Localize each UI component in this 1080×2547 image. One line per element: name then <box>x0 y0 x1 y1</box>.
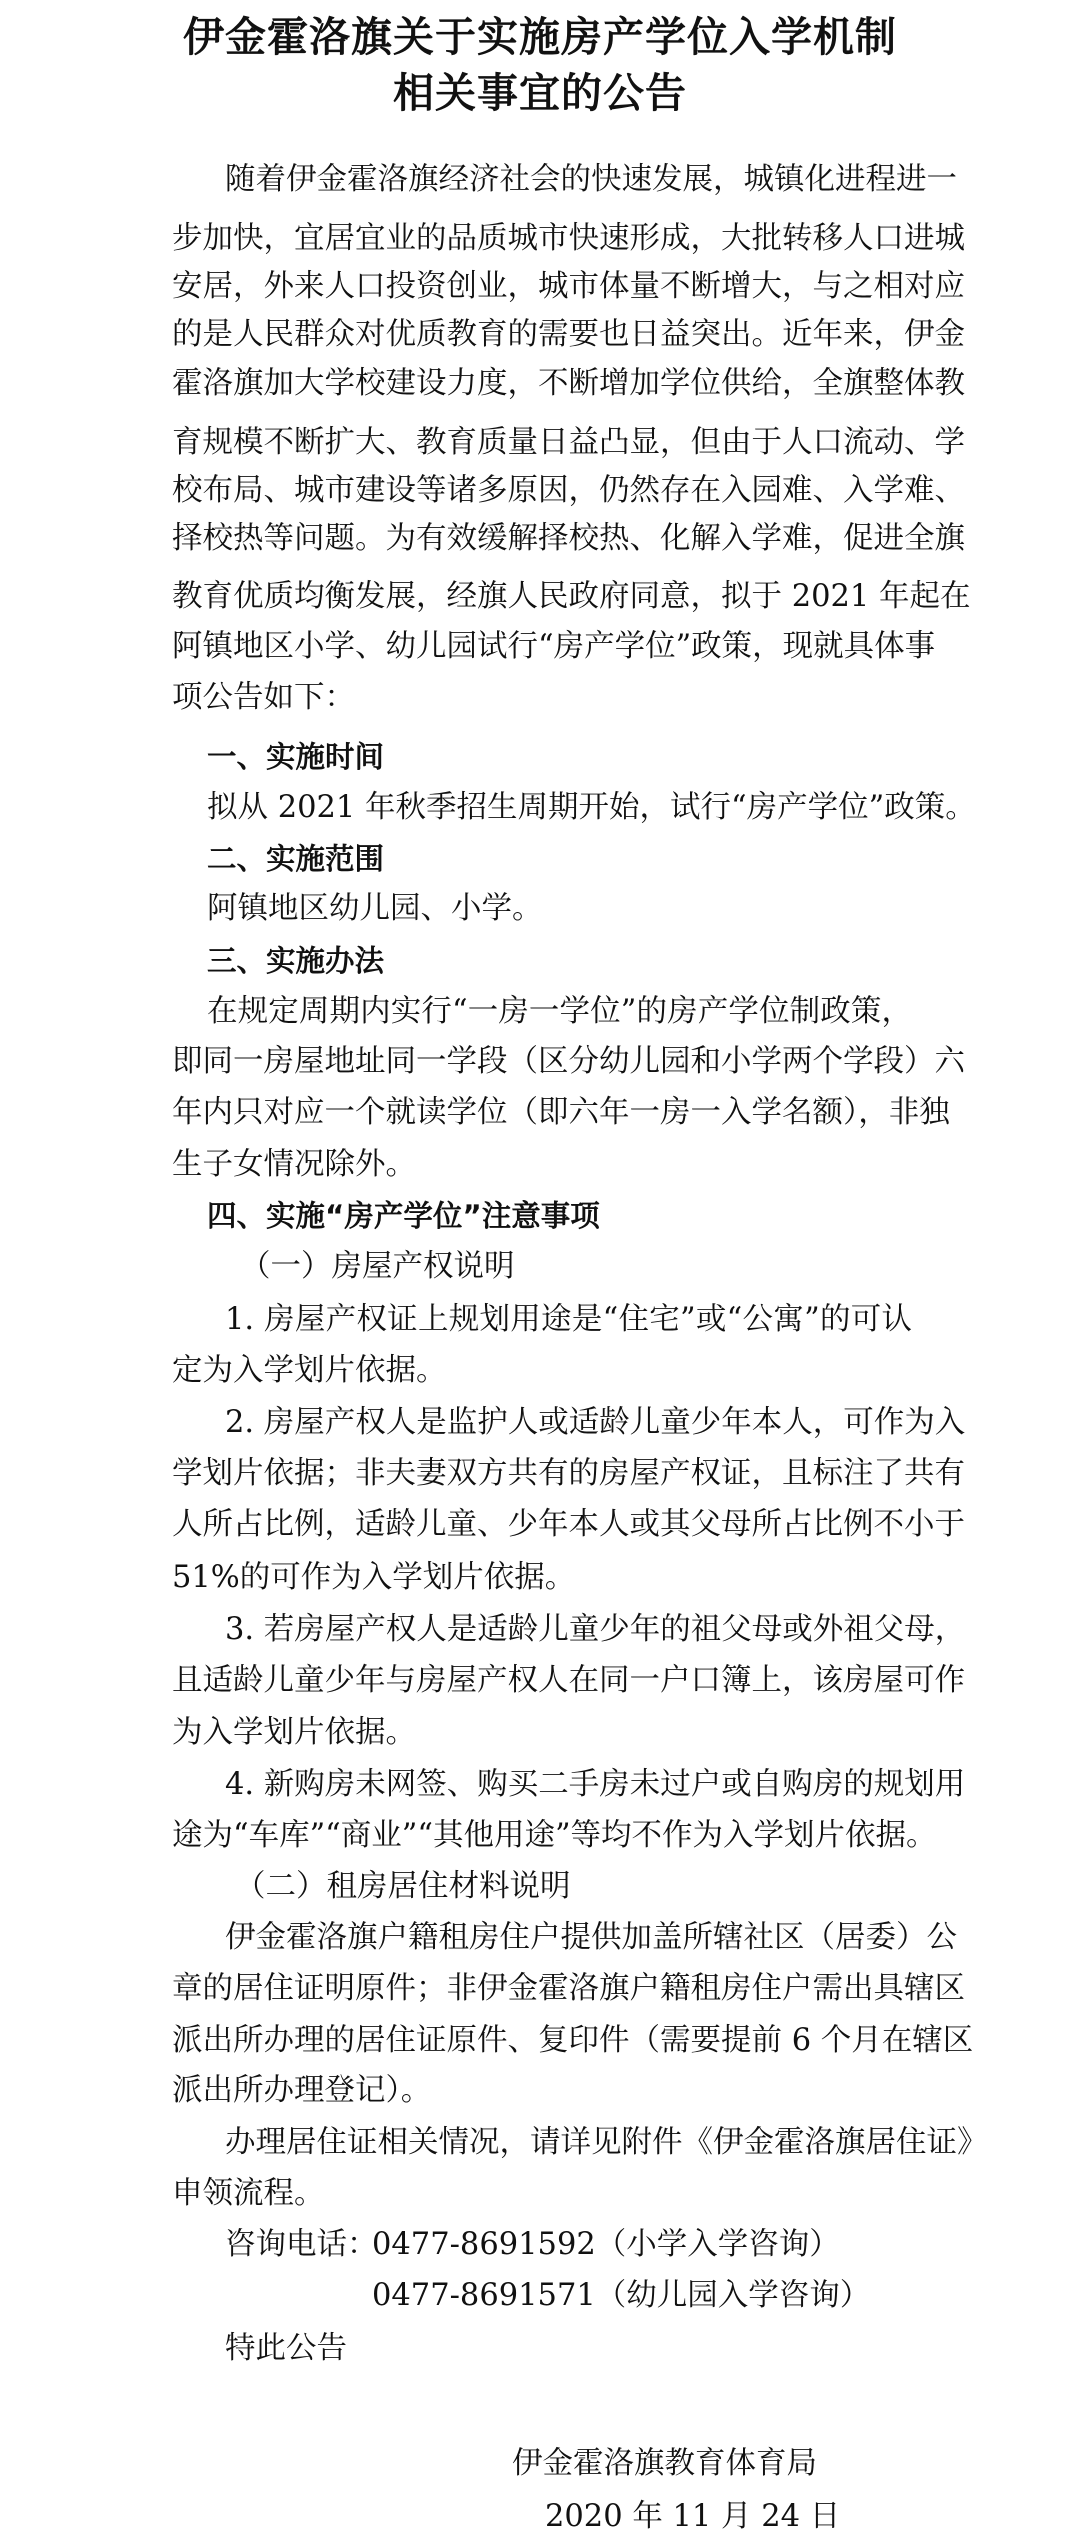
subsection-heading: （二）租房居住材料说明 <box>235 1869 571 1904</box>
section-heading: 二、实施范围 <box>207 842 385 876</box>
item-line: 2. 房屋产权人是监护人或适龄儿童少年本人，可作为入 <box>225 1405 966 1440</box>
item-line: 伊金霍洛旗户籍租房住户提供加盖所辖社区（居委）公 <box>225 1920 957 1955</box>
item-line: 申领流程。 <box>172 2176 325 2211</box>
item-line: 办理居住证相关情况，请详见附件《伊金霍洛旗居住证》 <box>225 2125 988 2160</box>
item-line: 51%的可作为入学划片依据。 <box>172 1560 576 1595</box>
section-text-line: 年内只对应一个就读学位（即六年一房一入学名额），非独 <box>172 1095 950 1130</box>
intro-line: 步加快，宜居宜业的品质城市快速形成，大批转移人口进城 <box>172 221 965 256</box>
intro-line: 项公告如下： <box>172 680 355 715</box>
item-line: 章的居住证明原件；非伊金霍洛旗户籍租房住户需出具辖区 <box>172 1971 965 2006</box>
item-line: 人所占比例，适龄儿童、少年本人或其父母所占比例不小于 <box>172 1507 965 1542</box>
intro-line: 霍洛旗加大学校建设力度，不断增加学位供给，全旗整体教 <box>172 366 965 401</box>
intro-line: 的是人民群众对优质教育的需要也日益突出。近年来，伊金 <box>172 317 965 352</box>
contact-label: 咨询电话： <box>225 2227 378 2262</box>
intro-line: 择校热等问题。为有效缓解择校热、化解入学难，促进全旗 <box>172 521 965 556</box>
item-line: 定为入学划片依据。 <box>172 1353 447 1388</box>
section-heading: 四、实施“房产学位”注意事项 <box>207 1199 600 1233</box>
intro-line: 随着伊金霍洛旗经济社会的快速发展，城镇化进程进一 <box>225 162 957 197</box>
section-text: 拟从 2021 年秋季招生周期开始，试行“房产学位”政策。 <box>207 790 976 825</box>
item-line: 4. 新购房未网签、购买二手房未过户或自购房的规划用 <box>225 1767 966 1802</box>
intro-line: 教育优质均衡发展，经旗人民政府同意，拟于 2021 年起在 <box>172 579 971 614</box>
contact-phone-primary: 0477-8691592（小学入学咨询） <box>372 2227 840 2262</box>
section-heading: 一、实施时间 <box>207 740 385 774</box>
item-line: 3. 若房屋产权人是适龄儿童少年的祖父母或外祖父母， <box>225 1612 966 1647</box>
subsection-heading: （一）房屋产权说明 <box>240 1249 515 1284</box>
section-text-line: 在规定周期内实行“一房一学位”的房产学位制政策， <box>207 994 912 1029</box>
document-title-line-2: 相关事宜的公告 <box>393 69 687 117</box>
item-line: 学划片依据；非夫妻双方共有的房屋产权证，且标注了共有 <box>172 1456 965 1491</box>
closing-text: 特此公告 <box>225 2331 347 2366</box>
issue-date: 2020 年 11 月 24 日 <box>545 2499 841 2534</box>
intro-line: 阿镇地区小学、幼儿园试行“房产学位”政策，现就具体事 <box>172 629 936 664</box>
item-line: 1. 房屋产权证上规划用途是“住宅”或“公寓”的可认 <box>225 1302 912 1337</box>
section-text: 阿镇地区幼儿园、小学。 <box>207 891 543 926</box>
intro-line: 安居，外来人口投资创业，城市体量不断增大，与之相对应 <box>172 269 965 304</box>
item-line: 且适龄儿童少年与房屋产权人在同一户口簿上，该房屋可作 <box>172 1663 965 1698</box>
item-line: 为入学划片依据。 <box>172 1715 416 1750</box>
issuing-organization: 伊金霍洛旗教育体育局 <box>512 2446 817 2481</box>
item-line: 派出所办理的居住证原件、复印件（需要提前 6 个月在辖区 <box>172 2023 974 2058</box>
contact-phone-kindergarten: 0477-8691571（幼儿园入学咨询） <box>372 2278 871 2313</box>
intro-line: 校布局、城市建设等诸多原因，仍然存在入园难、入学难、 <box>172 473 965 508</box>
section-heading: 三、实施办法 <box>207 944 385 978</box>
item-line: 派出所办理登记）。 <box>172 2073 432 2108</box>
intro-line: 育规模不断扩大、教育质量日益凸显，但由于人口流动、学 <box>172 425 965 460</box>
document-title-line-1: 伊金霍洛旗关于实施房产学位入学机制 <box>183 13 897 61</box>
section-text-line: 生子女情况除外。 <box>172 1147 416 1182</box>
section-text-line: 即同一房屋地址同一学段（区分幼儿园和小学两个学段）六 <box>172 1044 965 1079</box>
item-line: 途为“车库”“商业”“其他用途”等均不作为入学划片依据。 <box>172 1818 937 1853</box>
